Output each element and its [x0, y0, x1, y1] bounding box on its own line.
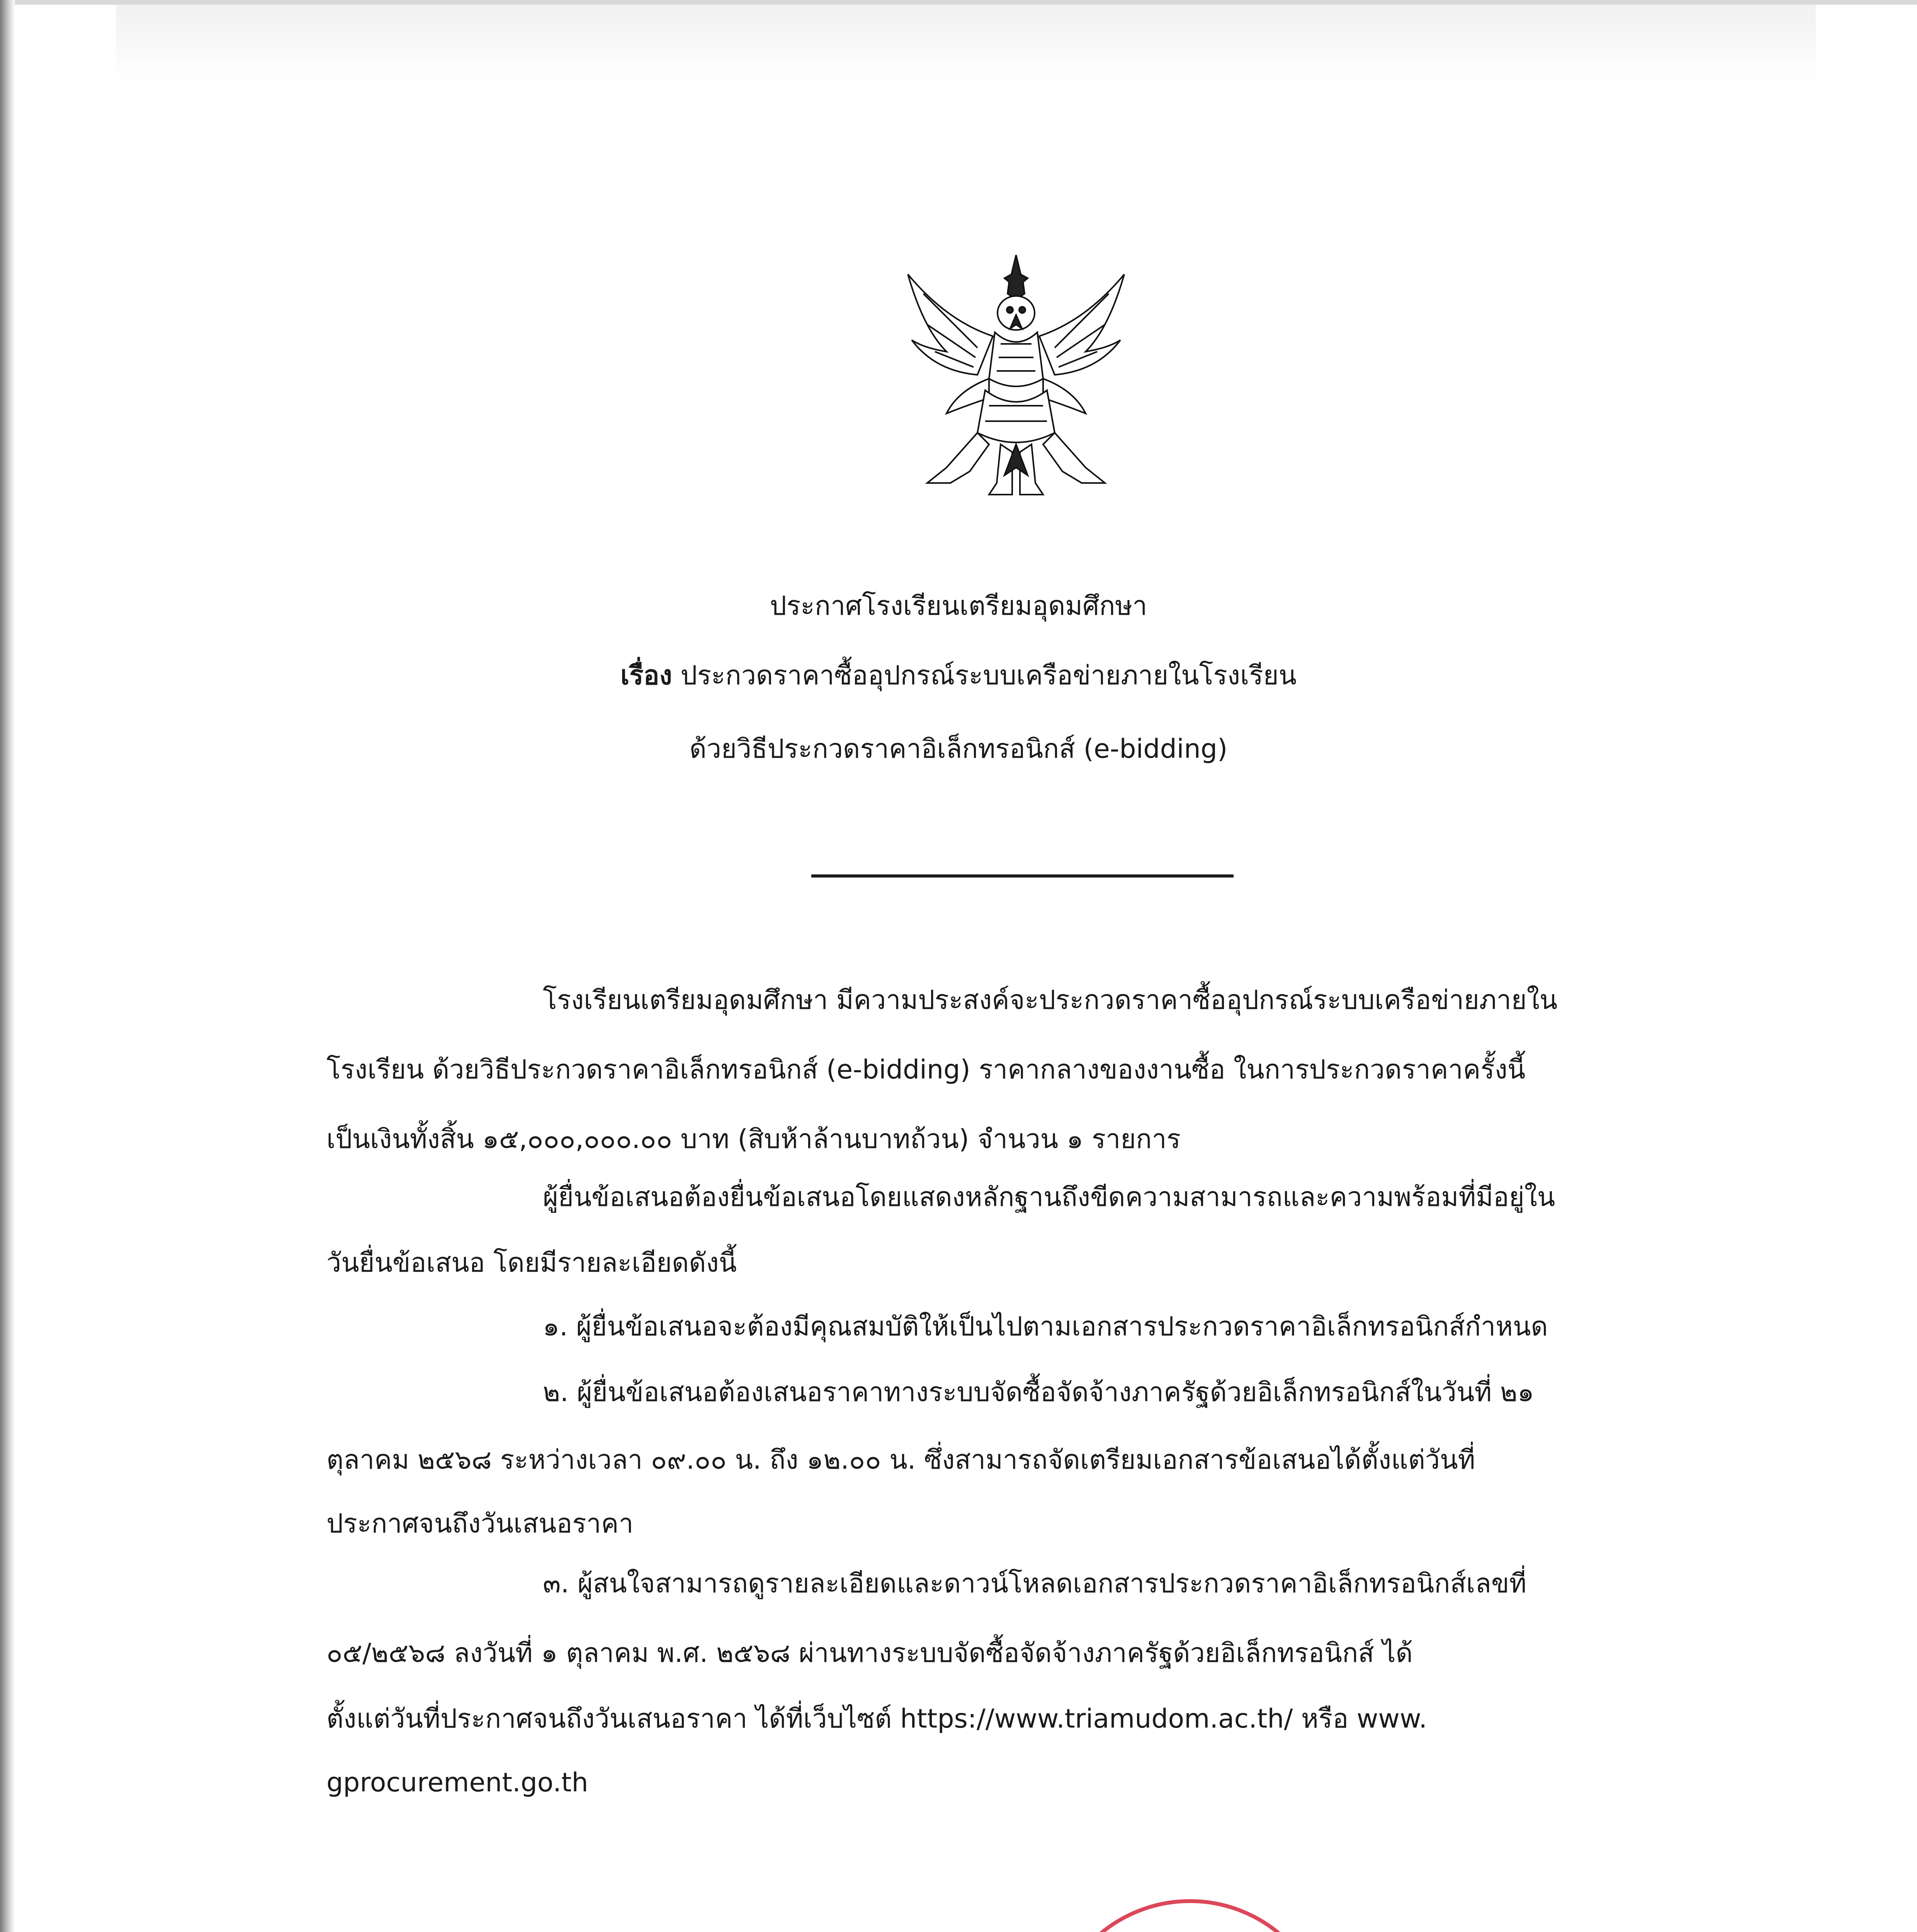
- divider-line: [811, 874, 1234, 878]
- subject-text: ประกวดราคาซื้ออุปกรณ์ระบบเครือข่ายภายในโรงเรียน: [680, 660, 1297, 691]
- body-line-6: ๑. ผู้ยื่นข้อเสนอจะต้องมีคุณสมบัติให้เป็นไปตามเอกสารประกวดราคาอิเล็กทรอนิกส์กำหนด: [543, 1311, 1548, 1342]
- body-line-12: ตั้งแต่วันที่ประกาศจนถึงวันเสนอราคา ได้ที่เว็บไซต์ https://www.triamudom.ac.th/ หรือ www.: [326, 1704, 1427, 1734]
- body-line-10: ๓. ผู้สนใจสามารถดูรายละเอียดและดาวน์โหลดเอกสารประกวดราคาอิเล็กทรอนิกส์เลขที่: [543, 1568, 1527, 1599]
- body-line-5: วันยื่นข้อเสนอ โดยมีรายละเอียดดังนี้: [326, 1248, 737, 1278]
- scan-left-edge: [0, 0, 15, 1932]
- body-line-1: โรงเรียนเตรียมอุดมศึกษา มีความประสงค์จะประกวดราคาซื้ออุปกรณ์ระบบเครือข่ายภายใน: [543, 985, 1558, 1015]
- subject-label: เรื่อง: [620, 660, 672, 691]
- garuda-emblem-icon: [900, 251, 1132, 498]
- school-seal-icon: [1043, 1893, 1337, 1932]
- body-line-8: ตุลาคม ๒๕๖๘ ระหว่างเวลา ๐๙.๐๐ น. ถึง ๑๒.๐๐ น. ซึ่งสามารถจัดเตรียมเอกสารข้อเสนอได้ตั้งแต่วันที่: [326, 1445, 1475, 1475]
- announcement-method: ด้วยวิธีประกวดราคาอิเล็กทรอนิกส์ (e-bidding): [689, 734, 1228, 764]
- body-line-7: ๒. ผู้ยื่นข้อเสนอต้องเสนอราคาทางระบบจัดซื้อจัดจ้างภาครัฐด้วยอิเล็กทรอนิกส์ในวันที่ ๒๑: [543, 1377, 1534, 1408]
- body-line-3: เป็นเงินทั้งสิ้น ๑๕,๐๐๐,๐๐๐.๐๐ บาท (สิบห้าล้านบาทถ้วน) จำนวน ๑ รายการ: [326, 1124, 1181, 1155]
- body-line-9: ประกาศจนถึงวันเสนอราคา: [326, 1509, 634, 1539]
- scan-top-edge: [0, 0, 1917, 5]
- body-line-13: gprocurement.go.th: [326, 1767, 588, 1798]
- body-line-4: ผู้ยื่นข้อเสนอต้องยื่นข้อเสนอโดยแสดงหลักฐานถึงขีดความสามารถและความพร้อมที่มีอยู่ใน: [543, 1182, 1555, 1213]
- body-line-2: โรงเรียน ด้วยวิธีประกวดราคาอิเล็กทรอนิกส์ (e-bidding) ราคากลางของงานซื้อ ในการประกวดราคาครั้งนี้: [326, 1054, 1526, 1085]
- announcement-title: ประกาศโรงเรียนเตรียมอุดมศึกษา: [770, 591, 1147, 621]
- scan-top-shade: [116, 5, 1816, 82]
- announcement-subject: [0, 660, 1917, 691]
- body-line-11: ๐๕/๒๕๖๘ ลงวันที่ ๑ ตุลาคม พ.ศ. ๒๕๖๘ ผ่านทางระบบจัดซื้อจัดจ้างภาครัฐด้วยอิเล็กทรอนิกส์ ได้: [326, 1638, 1413, 1668]
